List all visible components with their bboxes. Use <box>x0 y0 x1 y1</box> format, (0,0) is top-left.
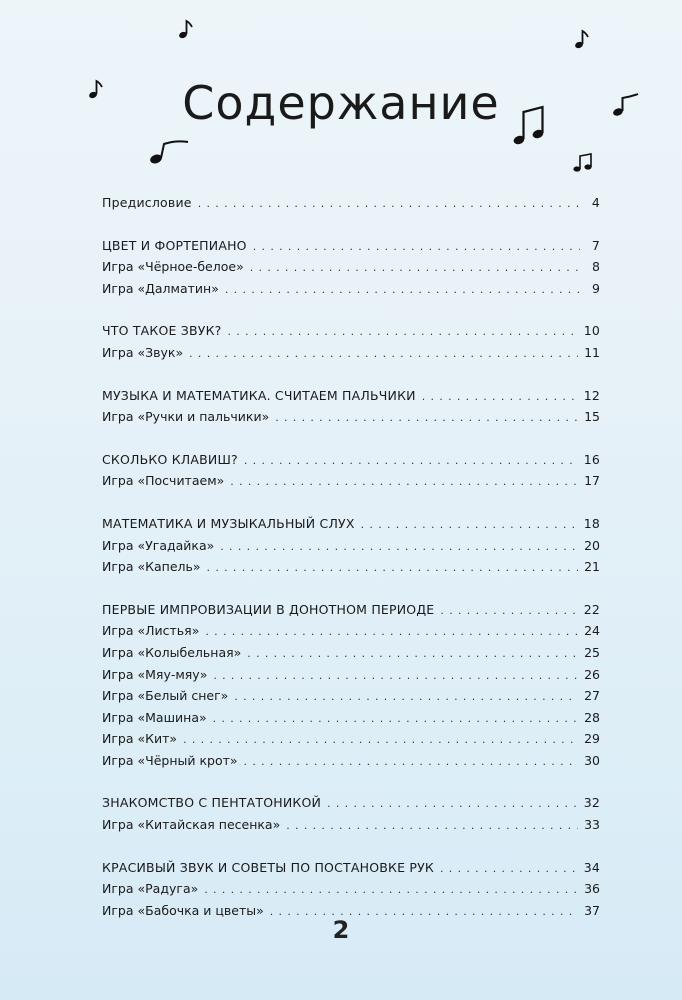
toc-entry-label: КРАСИВЫЙ ЗВУК И СОВЕТЫ ПО ПОСТАНОВКЕ РУК <box>102 859 434 875</box>
toc-entry-label: Игра «Чёрное-белое» <box>102 259 244 275</box>
beamed-notes-icon <box>572 152 594 174</box>
page-number: 2 <box>332 916 350 944</box>
toc-entry-label: Игра «Китайская песенка» <box>102 817 281 833</box>
dot-leader <box>225 279 580 301</box>
dot-leader <box>207 557 579 579</box>
toc-entry-label: ЗНАКОМСТВО С ПЕНТАТОНИКОЙ <box>102 795 322 811</box>
section-gap <box>102 492 600 513</box>
toc-entry-row[interactable] <box>102 535 600 557</box>
dot-leader <box>213 665 578 687</box>
dot-leader <box>244 450 578 472</box>
toc-page-number: 22 <box>583 601 600 617</box>
table-of-contents <box>102 192 600 921</box>
toc-section-row[interactable] <box>102 513 600 535</box>
toc-entry-row[interactable] <box>102 406 600 428</box>
toc-section-row[interactable] <box>102 449 600 471</box>
dot-leader <box>275 407 578 429</box>
dot-leader <box>234 686 578 708</box>
toc-entry-label: Игра «Посчитаем» <box>102 473 225 489</box>
dot-leader <box>230 471 578 493</box>
toc-entry-row[interactable] <box>102 750 600 772</box>
toc-entry-label: Игра «Угадайка» <box>102 537 215 553</box>
page-title: Содержание <box>182 76 500 130</box>
dot-leader <box>204 879 578 901</box>
section-gap <box>102 771 600 792</box>
toc-entry-label: ЧТО ТАКОЕ ЗВУК? <box>102 323 222 339</box>
toc-page-number: 37 <box>584 902 600 918</box>
toc-entry-label: Игра «Колыбельная» <box>102 644 242 660</box>
toc-page-number: 25 <box>584 644 600 660</box>
toc-entry-label: МАТЕМАТИКА И МУЗЫКАЛЬНЫЙ СЛУХ <box>102 515 355 531</box>
dot-leader <box>440 858 578 880</box>
toc-entry-row[interactable] <box>102 620 600 642</box>
section-gap <box>102 578 600 599</box>
toc-entry-row[interactable] <box>102 728 600 750</box>
dot-leader <box>198 193 580 215</box>
toc-entry-label: Игра «Листья» <box>102 623 200 639</box>
dot-leader <box>220 536 578 558</box>
dot-leader <box>440 600 577 622</box>
toc-page-number: 16 <box>583 451 600 467</box>
dot-leader <box>247 643 578 665</box>
toc-entry-row[interactable] <box>102 342 600 364</box>
toc-page-number: 9 <box>592 280 600 296</box>
toc-entry-label: МУЗЫКА И МАТЕМАТИКА. СЧИТАЕМ ПАЛЬЧИКИ <box>102 387 416 403</box>
eighth-note-icon <box>148 136 190 166</box>
toc-page-number: 33 <box>584 817 600 833</box>
toc-page-number: 34 <box>583 859 600 875</box>
toc-entry-label: Игра «Радуга» <box>102 881 199 897</box>
toc-page-number: 17 <box>584 473 600 489</box>
dot-leader <box>253 236 580 258</box>
toc-entry-label: ПЕРВЫЕ ИМПРОВИЗАЦИИ В ДОНОТНОМ ПЕРИОДЕ <box>102 601 435 617</box>
toc-entry-row[interactable] <box>102 664 600 686</box>
toc-page-number: 27 <box>584 688 600 704</box>
dot-leader <box>213 708 578 730</box>
dot-leader <box>228 321 578 343</box>
dot-leader <box>327 793 578 815</box>
toc-page-number: 30 <box>584 752 600 768</box>
toc-entry-label: СКОЛЬКО КЛАВИШ? <box>102 451 238 467</box>
toc-entry-label: Игра «Машина» <box>102 709 207 725</box>
toc-entry-row[interactable] <box>102 685 600 707</box>
toc-page-number: 10 <box>583 323 600 339</box>
dot-leader <box>286 815 578 837</box>
toc-page-number: 18 <box>583 515 600 531</box>
dot-leader <box>189 343 578 365</box>
dot-leader <box>361 514 578 536</box>
toc-section-row[interactable] <box>102 857 600 879</box>
dot-leader <box>422 386 578 408</box>
toc-section-row[interactable] <box>102 235 600 257</box>
toc-entry-label: Игра «Капель» <box>102 559 201 575</box>
toc-page-number: 29 <box>584 731 600 747</box>
dot-leader <box>250 257 580 279</box>
toc-entry-row[interactable] <box>102 878 600 900</box>
toc-section-row[interactable] <box>102 385 600 407</box>
toc-entry-label: Игра «Белый снег» <box>102 688 229 704</box>
toc-entry-label: Игра «Чёрный крот» <box>102 752 238 768</box>
toc-entry-label: Предисловие <box>102 195 192 210</box>
toc-page-number: 4 <box>591 195 600 210</box>
toc-entry-row[interactable] <box>102 556 600 578</box>
toc-entry-label: Игра «Ручки и пальчики» <box>102 409 270 425</box>
toc-section-row[interactable] <box>102 599 600 621</box>
toc-entry-row[interactable] <box>102 814 600 836</box>
toc-entry-label: Игра «Мяу-мяу» <box>102 666 208 682</box>
dot-leader <box>244 751 579 773</box>
eighth-note-icon <box>574 28 590 50</box>
toc-page-number: 28 <box>584 709 600 725</box>
section-gap <box>102 428 600 449</box>
section-gap <box>102 364 600 385</box>
toc-entry-label: Игра «Звук» <box>102 344 184 360</box>
toc-section-row[interactable] <box>102 792 600 814</box>
toc-page-number: 21 <box>584 559 600 575</box>
toc-page-number: 26 <box>584 666 600 682</box>
toc-entry-row[interactable] <box>102 470 600 492</box>
toc-page-number: 32 <box>583 795 600 811</box>
section-gap <box>102 836 600 857</box>
toc-entry-label: ЦВЕТ И ФОРТЕПИАНО <box>102 237 247 253</box>
toc-section-row[interactable] <box>102 320 600 342</box>
section-gap <box>102 299 600 320</box>
toc-entry-label: Игра «Бабочка и цветы» <box>102 902 264 918</box>
toc-page-number: 12 <box>583 387 600 403</box>
toc-entry-row[interactable] <box>102 278 600 300</box>
dot-leader <box>205 621 578 643</box>
toc-page-number: 15 <box>584 409 600 425</box>
toc-section-row[interactable] <box>102 192 600 214</box>
toc-entry-row[interactable] <box>102 707 600 729</box>
toc-page-number: 20 <box>584 537 600 553</box>
eighth-note-icon <box>178 18 194 40</box>
toc-page-number: 11 <box>584 344 600 360</box>
toc-entry-row[interactable] <box>102 256 600 278</box>
dot-leader <box>183 729 578 751</box>
section-gap <box>102 214 600 235</box>
toc-page-number: 36 <box>584 881 600 897</box>
toc-entry-label: Игра «Далматин» <box>102 280 219 296</box>
toc-page-number: 7 <box>591 237 600 253</box>
toc-page-number: 8 <box>592 259 600 275</box>
toc-entry-label: Игра «Кит» <box>102 731 178 747</box>
toc-entry-row[interactable] <box>102 642 600 664</box>
toc-page-number: 24 <box>584 623 600 639</box>
